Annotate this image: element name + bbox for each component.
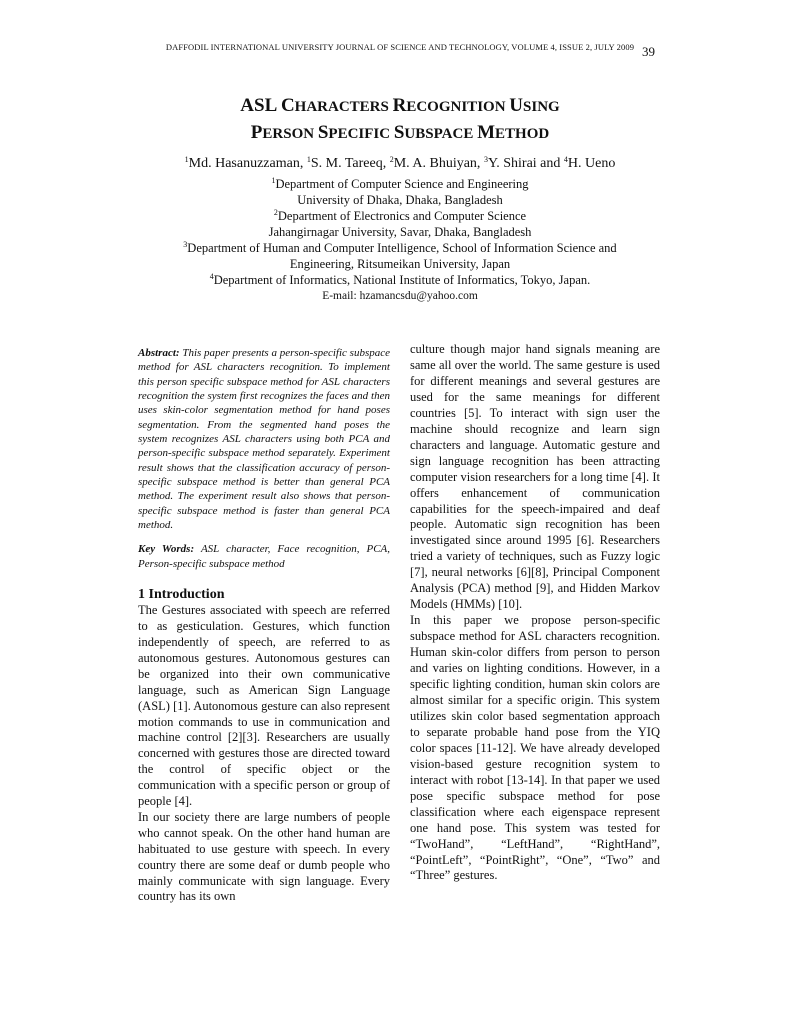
keywords-label: Key Words: — [138, 543, 195, 556]
running-head: DAFFODIL INTERNATIONAL UNIVERSITY JOURNAL OF SCIENCE AND TECHNOLOGY, VOLUME 4, ISSUE 2, JULY 2009 — [165, 42, 635, 52]
paragraph: The Gestures associated with speech are referred to as gesticulation. Gestures, which function independently of speech, are referred to as autonomous gestures. Autonomous gestures can be organized into their own communicative language, such as American Sign Language (ASL) [1]. Autonomous gesture can also represent motion commands to use in communication and machine control [2][3]. Researchers are usually concerned with gestures those are directed toward the control of specific object or the communication with a specific person or group of people [4]. — [138, 603, 390, 809]
affiliation-line: Jahangirnagar University, Savar, Dhaka, Bangladesh — [268, 225, 532, 239]
paragraph: culture though major hand signals meaning are same all over the world. The same gesture is used for different meanings and several gestures are used for the same meanings for different countries [5]. To interact with sign user the machine should recognize and learn sign characters and language. Automatic gesture and sign language recognition has been attracting computer vision researchers for a long time [4]. It offers enhancement of communication capabilities for the speech-impaired and deaf people. Automatic sign recognition has been investigated since around 1995 [6]. Researchers tried a variety of techniques, such as Fuzzy logic [7], neural networks [6][8], Principal Component Analysis (PCA) method [9], and Hidden Markov Models (HMMs) [10]. — [410, 342, 660, 612]
abstract: Abstract: This paper presents a person-specific subspace method for ASL characters recognition. To implement this person specific subspace method for ASL characters recognition the system first recognizes the faces and then uses skin-color segmentation method for hand poses segmentation. From the segmented hand poses the system recognizes ASL characters using both PCA and person-specific subspace method separately. Experiment result shows that the classification accuracy of person-specific subspace method is better than general PCA method. The experiment result also shows that person-specific subspace method is faster than general PCA method. — [138, 347, 391, 532]
abstract-label: Abstract: — [138, 347, 180, 359]
section-heading: 1 Introduction — [138, 587, 225, 603]
author: $^4$H. Ueno — [563, 155, 616, 171]
paper-title — [0, 93, 800, 147]
right-column — [410, 342, 660, 884]
affiliation-line: University of Dhaka, Dhaka, Bangladesh — [297, 193, 503, 207]
author: $^3$Y. Shirai and — [483, 155, 564, 171]
author: $^1$S. M. Tareeq, — [306, 155, 390, 171]
affiliation-line: $^1$Department of Computer Science and Engineering — [271, 176, 529, 191]
affiliation-line: $^2$Department of Electronics and Computer Science — [273, 208, 527, 223]
contact-email: E-mail: hzamancsdu@yahoo.com — [322, 290, 478, 302]
author: $^2$M. A. Bhuiyan, — [389, 155, 484, 171]
paragraph: In our society there are large numbers of people who cannot speak. On the other hand human are habituated to use gesture with speech. In every country there are some deaf or dumb people who mainly communicate with sign language. Every country has its own — [138, 809, 390, 904]
title-line-1: ASL CHARACTERS RECOGNITION USING — [240, 95, 560, 116]
left-column — [138, 346, 390, 905]
keywords: Key Words: ASL character, Face recognition, PCA, Person-specific subspace method — [138, 543, 390, 570]
page-number: 39 — [642, 44, 655, 59]
affiliation-line: Engineering, Ritsumeikan University, Japan — [289, 257, 511, 271]
author: $^1$Md. Hasanuzzaman, — [184, 155, 307, 171]
title-line-2: PERSON SPECIFIC SUBSPACE METHOD — [250, 122, 550, 143]
affiliation-line: $^4$Department of Informatics, National Institute of Informatics, Tokyo, Japan. — [209, 272, 591, 287]
affiliation-line: $^3$Department of Human and Computer Intelligence, School of Information Science and — [183, 240, 617, 255]
author-list — [0, 156, 800, 172]
paragraph: In this paper we propose person-specific subspace method for ASL characters recognition. Human skin-color differs from person to person and varies on lighting conditions. However, in a specific lighting condition, human skin colors are almost similar for a specific origin. This system utilizes skin color based segmentation approach to separate probable hand pose from the YIQ color spaces [11-12]. We have already developed vision-based gesture recognition system to interact with robot [13-14]. In that paper we used pose specific subspace method for pose classification where each eigenspace represent one hand pose. This system was tested for “TwoHand”, “LeftHand”, “RightHand”, “PointLeft”, “PointRight”, “One”, “Two” and “Three” gestures. — [410, 613, 660, 883]
affiliations — [0, 176, 800, 304]
